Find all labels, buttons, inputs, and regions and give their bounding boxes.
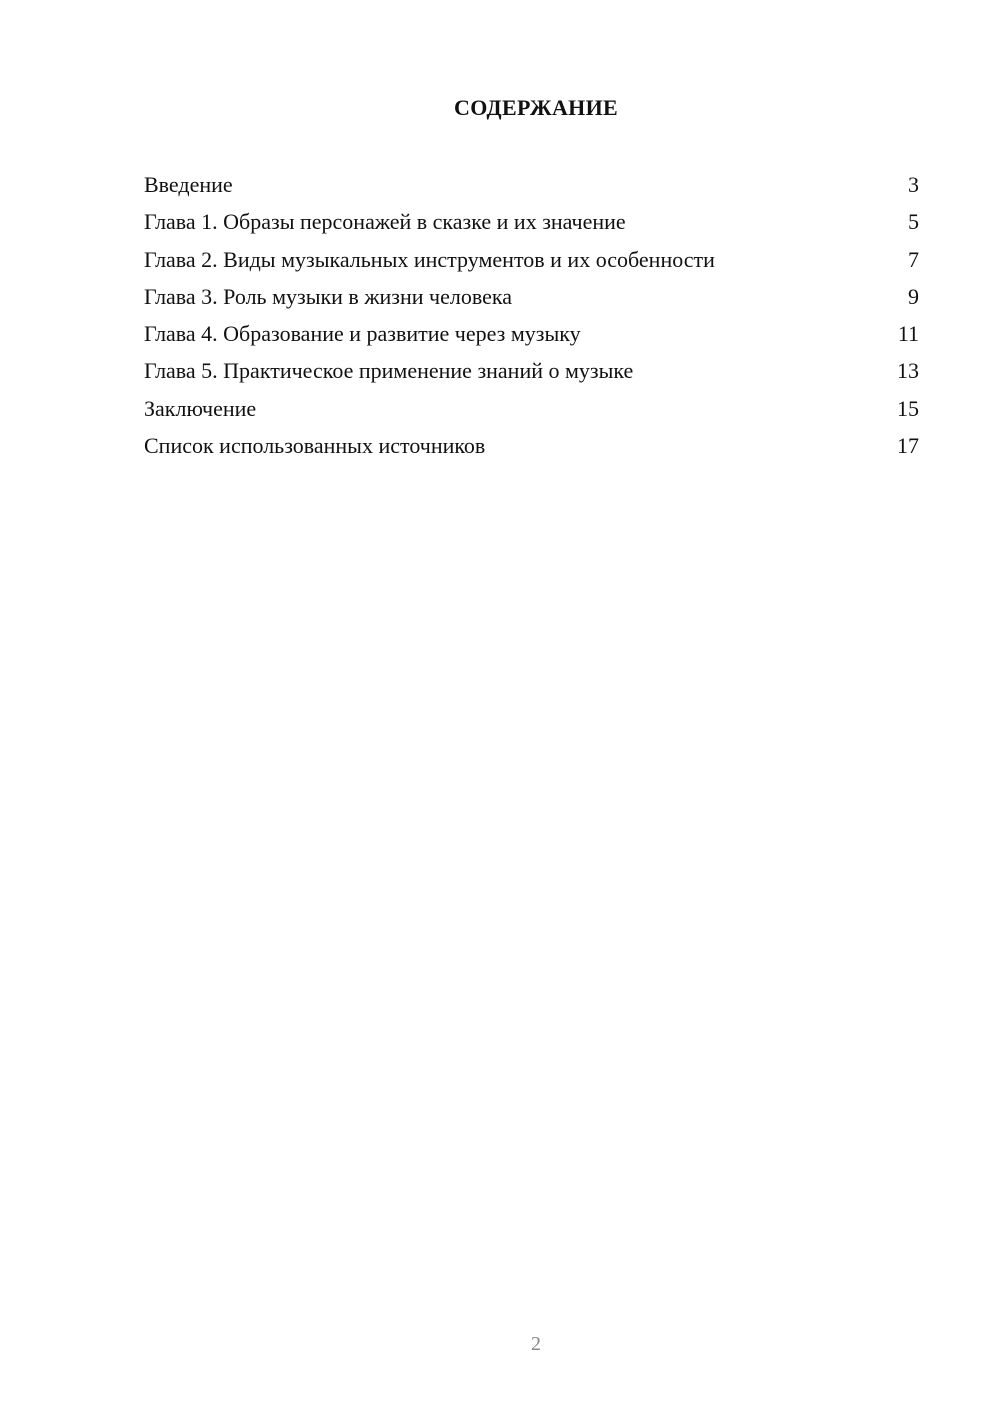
toc-entry-label: Глава 2. Виды музыкальных инструментов и их особенности [144,246,715,272]
toc-entry-page: 5 [908,209,919,235]
toc-entry-label: Заключение [144,395,257,421]
toc-entry-chapter-3 [144,282,919,319]
toc-entry-chapter-5 [144,356,919,393]
toc-entry-page: 7 [908,246,919,272]
toc-entry-chapter-1 [144,207,919,244]
toc-entry-page: 9 [908,283,919,309]
toc-entry-label: Глава 4. Образование и развитие через музыку [144,321,581,347]
toc-entry-label: Глава 3. Роль музыки в жизни человека [144,283,512,309]
toc-entry-page: 3 [908,172,919,197]
toc-entry-references [144,431,919,468]
toc-entry-chapter-4 [144,319,919,356]
toc-entry-page: 15 [897,395,919,421]
toc-entry-conclusion [144,394,919,431]
page-title: СОДЕРЖАНИЕ [454,95,618,120]
toc-entry-chapter-2 [144,245,919,282]
toc-entry-label: Глава 1. Образы персонажей в сказке и их значение [144,209,626,235]
toc-entry-introduction [144,170,919,207]
table-of-contents [144,170,919,468]
toc-entry-label: Глава 5. Практическое применение знаний о музыке [144,358,634,384]
toc-entry-label: Введение [144,172,233,197]
toc-entry-page: 11 [897,321,919,347]
toc-entry-page: 13 [897,358,919,384]
toc-entry-label: Список использованных источников [144,433,486,459]
page-number: 2 [531,1333,541,1355]
toc-entry-page: 17 [897,433,919,459]
